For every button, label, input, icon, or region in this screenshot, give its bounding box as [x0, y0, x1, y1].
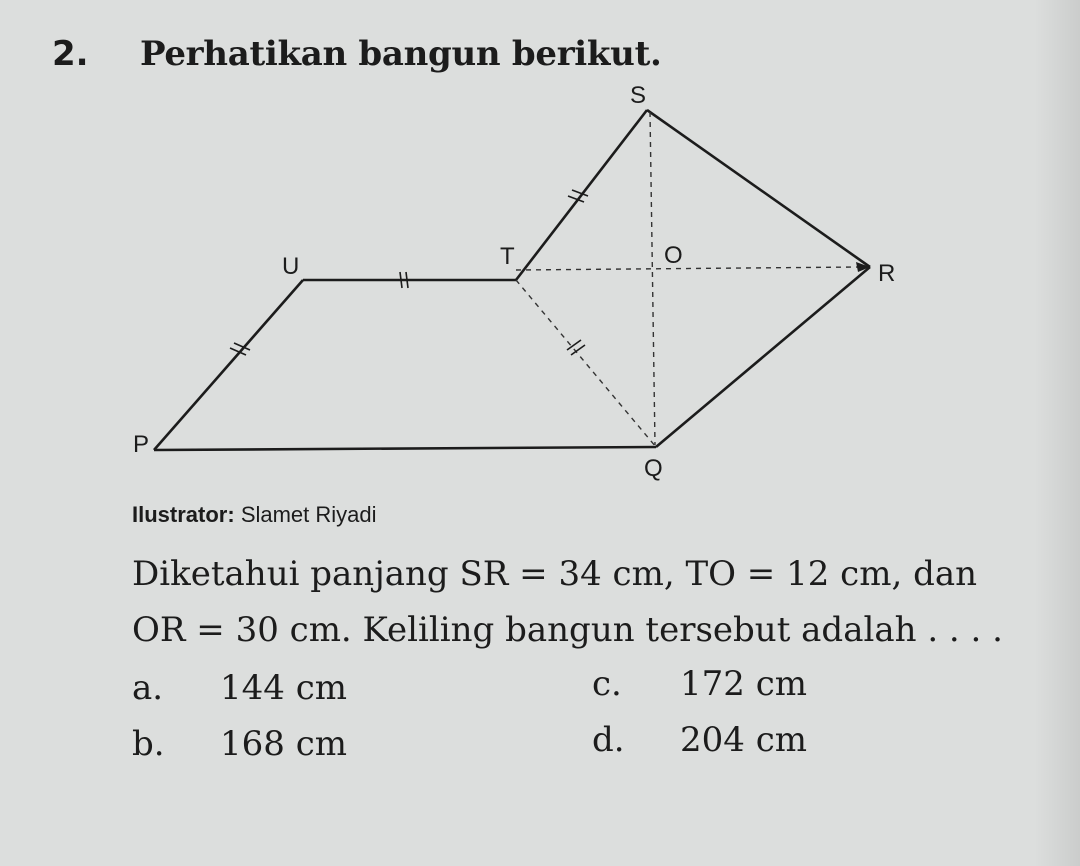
vertex-label-U: U	[282, 253, 300, 280]
edge-RQ	[656, 267, 870, 447]
edge-QP	[154, 447, 656, 450]
dashed-TQ	[516, 280, 656, 447]
option-c	[592, 664, 807, 704]
vertex-label-Q: Q	[644, 455, 663, 482]
illustrator-label: Ilustrator:	[132, 502, 235, 527]
statement-line-1: Diketahui panjang SR = 34 cm, TO = 12 cm, dan	[132, 554, 978, 594]
vertex-label-R: R	[878, 260, 896, 287]
tick-mark-TQ	[567, 340, 585, 355]
option-a	[132, 668, 347, 708]
option-text: 168 cm	[220, 724, 347, 764]
option-letter: b.	[132, 724, 165, 764]
question-title: Perhatikan bangun berikut.	[140, 34, 662, 74]
option-letter: c.	[592, 664, 622, 704]
vertex-label-T: T	[500, 243, 515, 270]
vertex-label-O: O	[664, 242, 683, 269]
statement-line-2: OR = 30 cm. Keliling bangun tersebut adalah . . . .	[132, 610, 1003, 650]
option-letter: a.	[132, 668, 164, 708]
option-b	[132, 724, 347, 764]
option-letter: d.	[592, 720, 625, 760]
option-text: 172 cm	[680, 664, 807, 704]
edge-PU	[154, 280, 303, 450]
dashed-SQ	[650, 112, 655, 445]
option-d	[592, 720, 807, 760]
illustrator-name: Slamet Riyadi	[240, 502, 377, 527]
vertex-label-S: S	[630, 82, 647, 109]
question-number: 2.	[52, 34, 89, 74]
edge-TS	[516, 110, 647, 280]
option-text: 144 cm	[220, 668, 347, 708]
vertex-label-P: P	[133, 431, 150, 458]
option-text: 204 cm	[680, 720, 807, 760]
illustrator-credit	[132, 502, 377, 528]
dashed-TR	[516, 267, 860, 270]
